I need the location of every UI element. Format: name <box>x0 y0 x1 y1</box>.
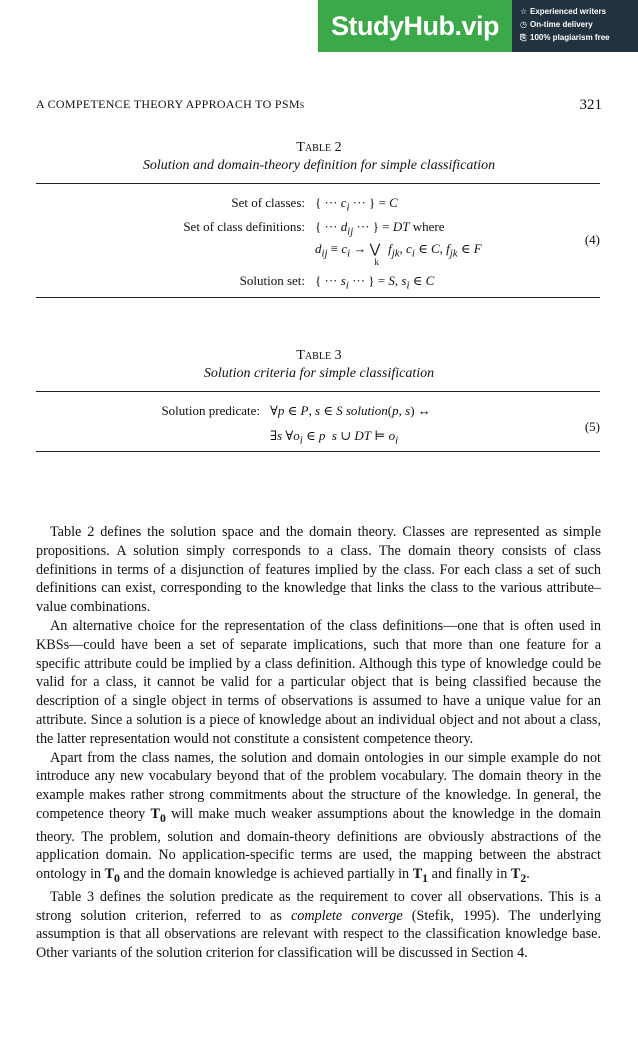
table2-label: Table 2 <box>296 140 342 155</box>
row-label: Set of classes: <box>231 195 305 210</box>
body-text <box>36 523 601 963</box>
perk-item: ☆ Experienced writers <box>520 7 607 16</box>
paragraph: Table 3 defines the solution predicate as the requirement to cover all observations. This is a strong solution criterion, referred to as complete converge (Stefik, 1995). The underlying assumption is that all observations are relevant with respect to the classification knowledge base. Other variants of the solution criterion for classification will be discussed in Section 4. <box>36 888 602 962</box>
row-label: Solution set: <box>239 273 305 288</box>
perks-list <box>512 0 638 52</box>
row-formula: { ··· $d_{ij}$ ··· } = DT where <box>315 219 445 238</box>
table2-title: Solution and domain-theory definition for simple classification <box>142 158 496 173</box>
table3-top-rule <box>36 391 600 392</box>
row-formula: ∃s $\forall o_i$ ∈ p s ∪ DT ⊨ $o_i$ <box>270 428 399 447</box>
table2-caption <box>0 140 638 174</box>
clock-icon: ◷ <box>520 20 527 29</box>
table2-bottom-rule <box>36 297 600 298</box>
paragraph: Table 2 defines the solution space and the domain theory. Classes are represented as simple propositions. A solution simply corresponds to a class. The domain theory consists of class definitions in terms of a disjunction of features implied by the class. For each class a set of such definitions can exist, corresponding to the knowledge that links the class to the various attribute–value combinations. <box>36 524 601 616</box>
table3-title: Solution criteria for simple classification <box>203 366 435 381</box>
page-header <box>36 97 602 114</box>
paragraph: An alternative choice for the representation of the class definitions—one that is often used in KBSs—could have been a set of separate implications, such that more than one feature for a specific attribute could be implied by a class definition. Although this type of knowledge could be valid for a class, it cannot be valid for a particular object that is being classified because the description of a single object in terms of observations is assumed to have a unique value for an attribute. Since a solution is a piece of knowledge about an individual object and not about a class, the latter representation would not constitute a consistent competence theory. <box>36 617 601 747</box>
running-title: A COMPETENCE THEORY APPROACH TO PSMs <box>36 97 305 111</box>
perk-item: ⎘ 100% plagiarism free <box>520 33 610 42</box>
eq-number-4: (4) <box>584 232 600 247</box>
table2-top-rule <box>36 183 600 184</box>
ad-banner[interactable] <box>318 0 638 52</box>
row-formula: $d_{ij} \equiv c_i$ → $⋁_k$ $f_{jk}$, $c_i$ ∈ C, $f_{jk}$ ∈ F <box>315 241 482 267</box>
row-formula: { ··· $c_i$ ··· } = C <box>315 195 398 214</box>
eq-number-5: (5) <box>584 419 600 434</box>
brand-logo[interactable]: StudyHub.vip <box>318 0 512 52</box>
row-formula: { ··· $s_i$ ··· } = S, $s_i$ ∈ C <box>315 273 435 292</box>
row-label: Set of class definitions: <box>183 219 305 234</box>
table3-bottom-rule <box>36 451 600 452</box>
star-icon: ☆ <box>520 7 528 16</box>
row-formula: ∀p ∈ P, s ∈ S solution(p, s) ↔ <box>270 403 431 418</box>
paragraph: Apart from the class names, the solution and domain ontologies in our simple example do not introduce any new vocabulary beyond that of the problem vocabulary. The domain theory in the example makes rather strong commitments about the structure of the knowledge. In general, the competence theory $T_0$ will make much weaker assumptions about the knowledge in the domain theory. The problem, solution and domain-theory definitions are obviously abstractions of the application domain. No application-specific terms are used, the mapping between the abstract ontology in $T_0$ and the domain knowledge is achieved partially in $T_1$ and finally in $T_2$. <box>36 749 601 885</box>
table3-label: Table 3 <box>296 348 342 363</box>
page-number: 321 <box>579 97 602 113</box>
perk-item: ◷ On-time delivery <box>520 20 593 29</box>
copy-icon: ⎘ <box>520 33 527 42</box>
row-label: Solution predicate: <box>161 403 260 418</box>
table3-caption <box>0 348 638 382</box>
